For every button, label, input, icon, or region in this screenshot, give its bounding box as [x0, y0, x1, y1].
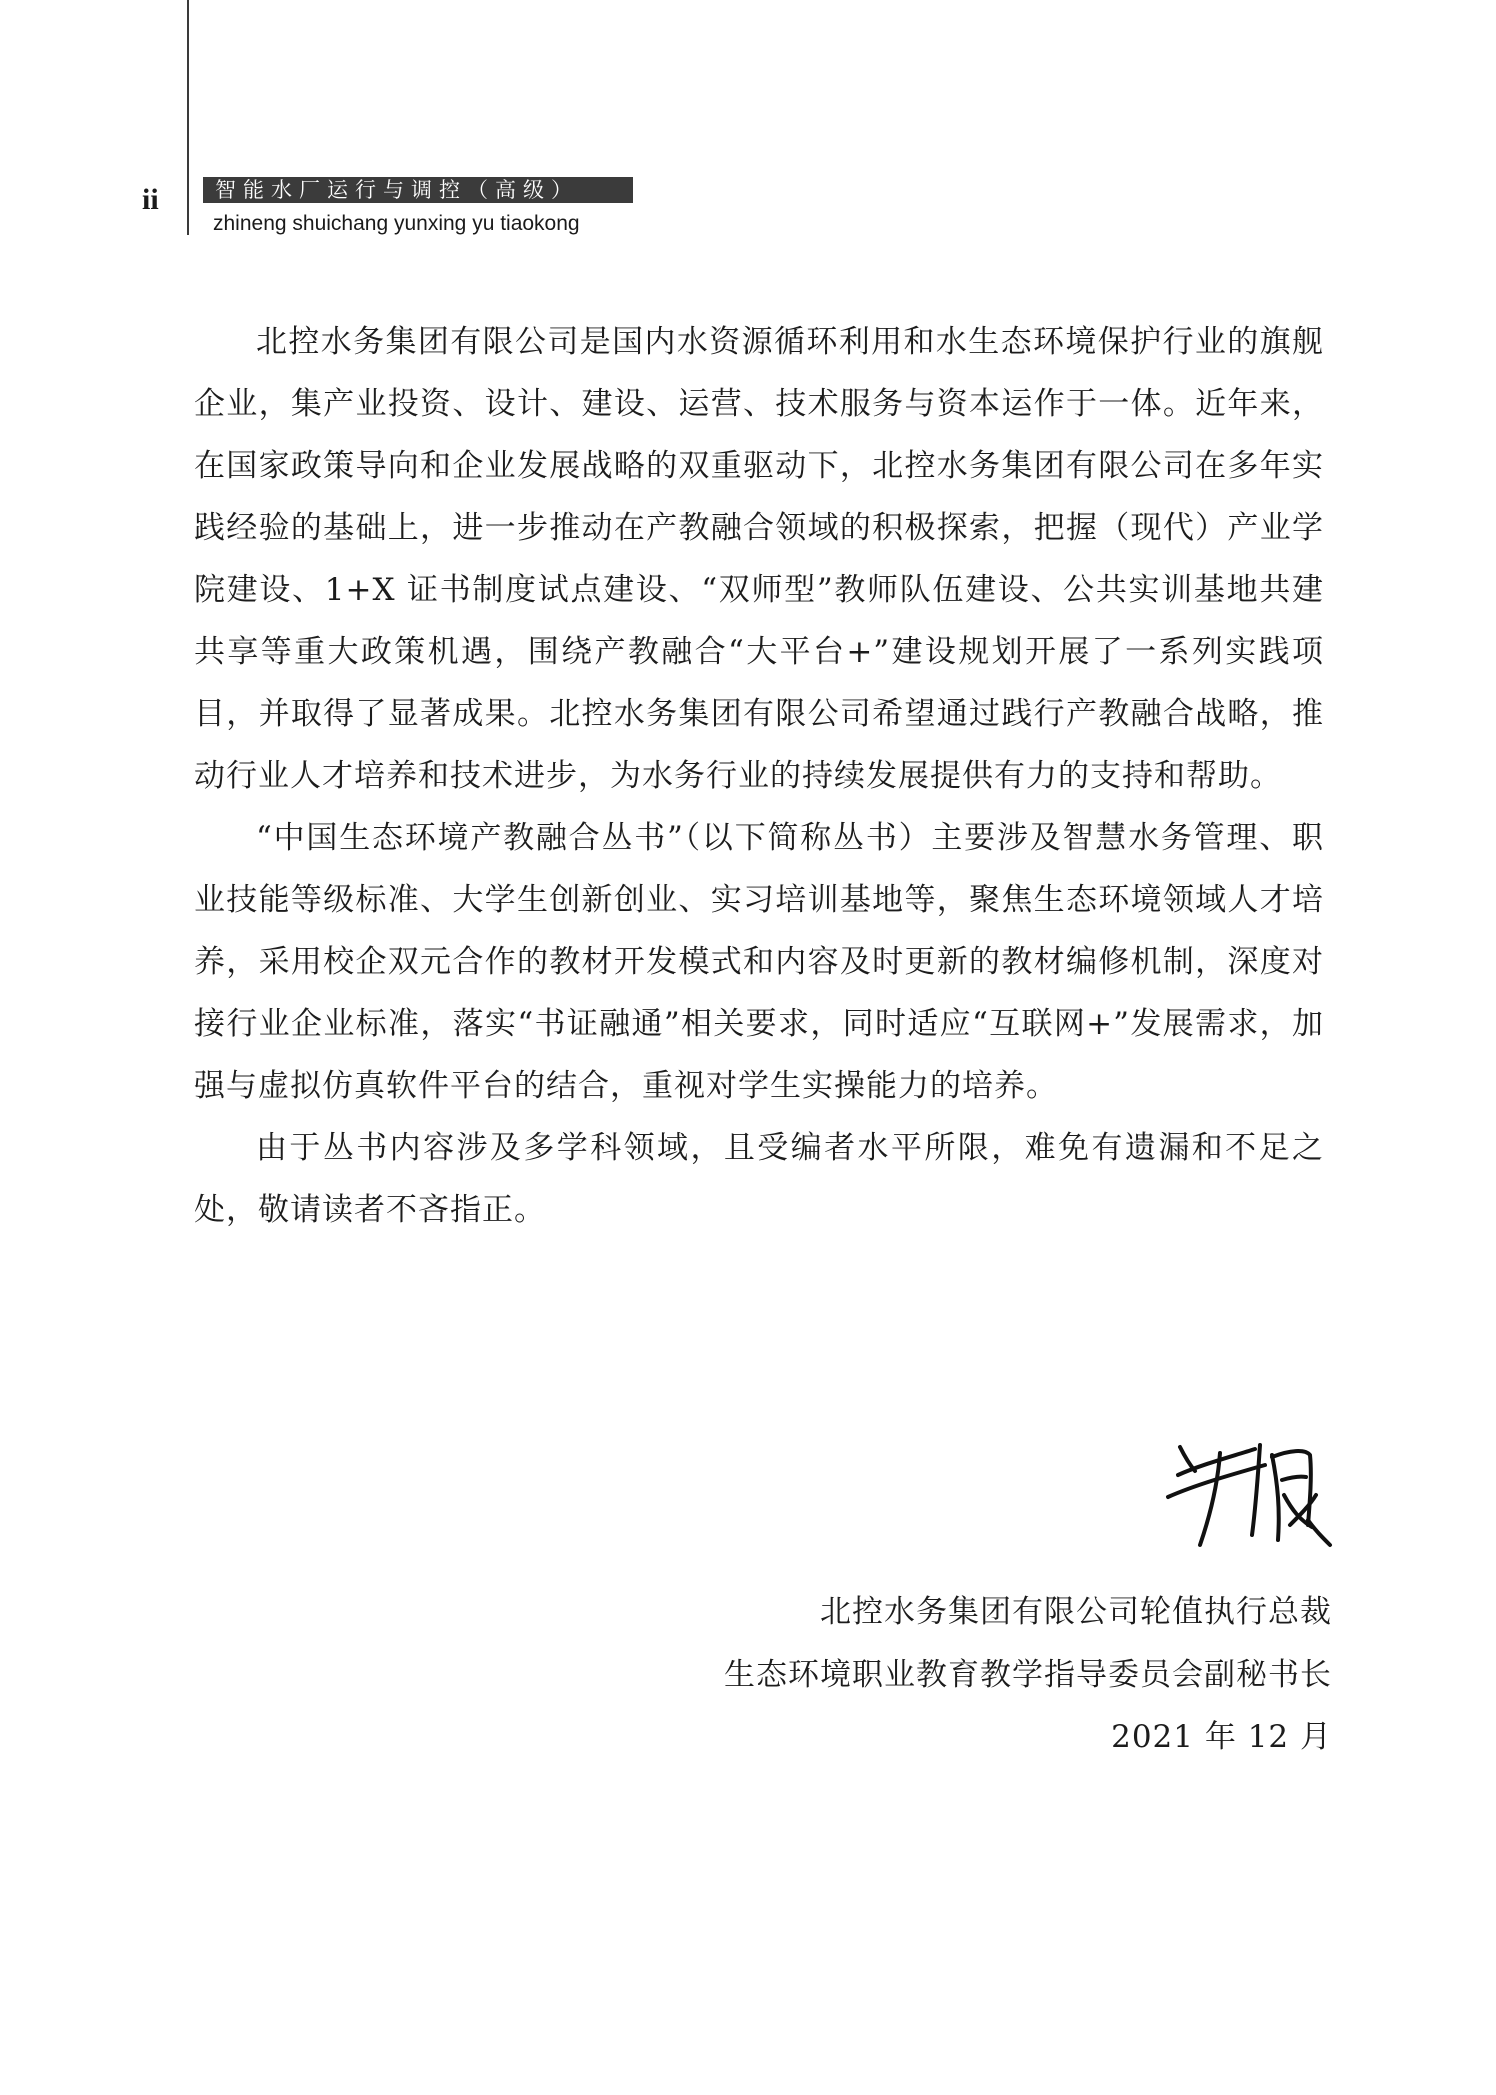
signatory-title-1: 北控水务集团有限公司轮值执行总裁 — [820, 1594, 1332, 1630]
book-title-band — [203, 177, 633, 203]
body-text — [194, 311, 1324, 1241]
book-title-pinyin: zhineng shuichang yunxing yu tiaokong — [213, 212, 580, 235]
signature-date: 2021 年 12 月 — [1111, 1719, 1332, 1755]
header-vertical-rule — [187, 0, 189, 235]
paragraph: 北控水务集团有限公司是国内水资源循环利用和水生态环境保护行业的旗舰企业，集产业投资、设计、建设、运营、技术服务与资本运作于一体。近年来，在国家政策导向和企业发展战略的双重驱动下，北控水务集团有限公司在多年实践经验的基础上，进一步推动在产教融合领域的积极探索，把握（现代）产业学院建设、1+X 证书制度试点建设、“双师型”教师队伍建设、公共实训基地共建共享等重大政策机遇，围绕产教融合“大平台+”建设规划开展了一系列实践项目，并取得了显著成果。北控水务集团有限公司希望通过践行产教融合战略，推动行业人才培养和技术进步，为水务行业的持续发展提供有力的支持和帮助。 — [194, 324, 1324, 794]
handwritten-signature — [1160, 1435, 1335, 1560]
paragraph: 由于丛书内容涉及多学科领域，且受编者水平所限，难免有遗漏和不足之处，敬请读者不吝指正。 — [194, 1130, 1324, 1228]
book-title: 智能水厂运行与调控（高级） — [215, 178, 579, 202]
page-number: ii — [142, 183, 159, 216]
signatory-title-2: 生态环境职业教育教学指导委员会副秘书长 — [724, 1657, 1332, 1693]
paragraph: “中国生态环境产教融合丛书”（以下简称丛书）主要涉及智慧水务管理、职业技能等级标准、大学生创新创业、实习培训基地等，聚焦生态环境领域人才培养，采用校企双元合作的教材开发模式和内容及时更新的教材编修机制，深度对接行业企业标准，落实“书证融通”相关要求，同时适应“互联网+”发展需求，加强与虚拟仿真软件平台的结合，重视对学生实操能力的培养。 — [194, 820, 1324, 1104]
